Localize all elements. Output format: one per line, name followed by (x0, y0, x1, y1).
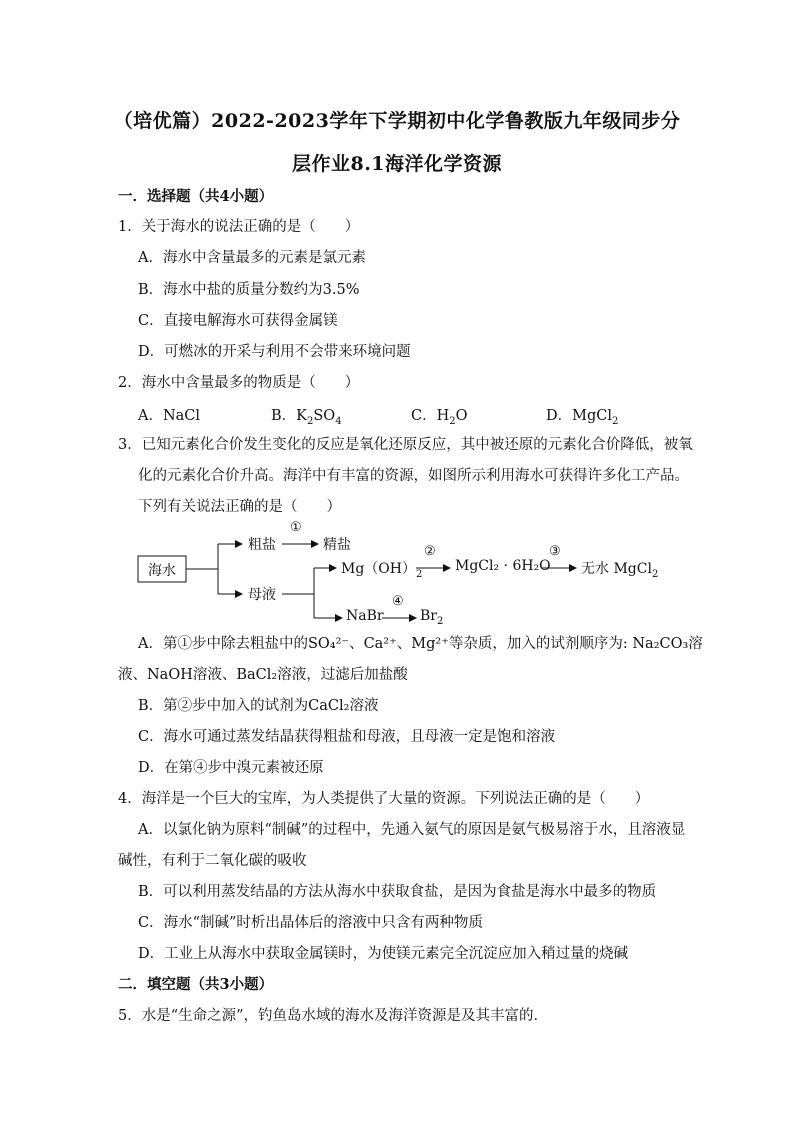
question-2-stem: 2．海水中含量最多的物质是（ ） (118, 375, 360, 391)
label-refined-salt: 精盐 (323, 537, 351, 553)
page-title-line1: （培优篇）2022-2023学年下学期初中化学鲁教版九年级同步分 (113, 110, 681, 132)
question-4-stem: 4．海洋是一个巨大的宝库，为人类提供了大量的资源。下列说法正确的是（ ） (118, 791, 650, 807)
section-heading-choice: 一．选择题（共4小题） (118, 188, 274, 205)
label-seawater: 海水 (148, 563, 176, 579)
label-step4: ④ (392, 594, 404, 609)
question-3-option-a-line1: A．第①步中除去粗盐中的SO₄²⁻、Ca²⁺、Mg²⁺等杂质，加入的试剂顺序为: Na₂CO₃溶 (138, 636, 703, 652)
label-mother-liquor: 母液 (248, 587, 276, 603)
question-1-option-b: B．海水中盐的质量分数约为3.5% (138, 282, 360, 298)
question-1-option-d: D．可燃冰的开采与利用不会带来环境问题 (138, 344, 411, 360)
question-4-option-d: D．工业上从海水中获取金属镁时，为使镁元素完全沉淀应加入稍过量的烧碱 (138, 946, 629, 962)
question-2-option-b: B．$K_2SO_4$ (271, 408, 342, 427)
label-mgoh2: $Mg(OH)_2$ (341, 561, 423, 580)
page-title-line2: 层作业8.1海洋化学资源 (291, 153, 503, 175)
question-4-option-b: B．可以利用蒸发结晶的方法从海水中获取食盐，是因为食盐是海水中最多的物质 (138, 884, 657, 900)
question-4-option-a-line2: 碱性，有利于二氧化碳的吸收 (118, 853, 307, 869)
question-3-option-a-line2: 液、NaOH溶液、BaCl₂溶液，过滤后加盐酸 (118, 667, 408, 683)
label-step3: ③ (549, 544, 561, 559)
label-anhydrous-mgcl2: 无水 MgCl$_2$ (581, 561, 659, 580)
section-heading-fill: 二．填空题（共3小题） (118, 976, 274, 993)
question-1-option-a: A．海水中含量最多的元素是氯元素 (138, 250, 366, 266)
question-4-option-c: C．海水“制碱”时析出晶体后的溶液中只含有两种物质 (138, 915, 483, 931)
label-mgcl2-hydrate: MgCl₂ · 6H₂O (455, 558, 551, 574)
label-br2: $Br_2$ (420, 608, 444, 627)
question-1-option-c: C．直接电解海水可获得金属镁 (138, 313, 338, 329)
question-5-stem: 5．水是“生命之源”，钓鱼岛水域的海水及海洋资源是及其丰富的． (118, 1008, 549, 1024)
label-step2: ② (424, 544, 436, 559)
question-2-option-a: A．NaCl (138, 408, 201, 424)
question-3-stem-line2: 化的元素化合价升高。海洋中有丰富的资源，如图所示利用海水可获得许多化工产品。 (138, 468, 689, 484)
question-2-option-c: C．$H_2O$ (411, 408, 468, 427)
question-4-option-a-line1: A．以氯化钠为原料“制碱”的过程中，先通入氨气的原因是氨气极易溶于水，且溶液显 (138, 822, 686, 838)
question-3-stem-line3: 下列有关说法正确的是（ ） (138, 499, 341, 515)
question-3-option-b: B．第②步中加入的试剂为CaCl₂溶液 (138, 698, 379, 714)
question-2-option-d: D．MgCl$_2$ (546, 408, 619, 427)
question-3-stem-line1: 3．已知元素化合价发生变化的反应是氧化还原反应，其中被还原的元素化合价降低，被氧 (118, 437, 693, 453)
question-3-option-d: D．在第④步中溴元素被还原 (138, 760, 324, 776)
label-nabr: NaBr (346, 608, 384, 624)
label-crude-salt: 粗盐 (248, 537, 276, 553)
question-3-option-c: C．海水可通过蒸发结晶获得粗盐和母液，且母液一定是饱和溶液 (138, 729, 556, 745)
seawater-process-diagram (130, 520, 690, 634)
label-step1: ① (290, 520, 302, 535)
question-1-stem: 1．关于海水的说法正确的是（ ） (118, 219, 360, 235)
